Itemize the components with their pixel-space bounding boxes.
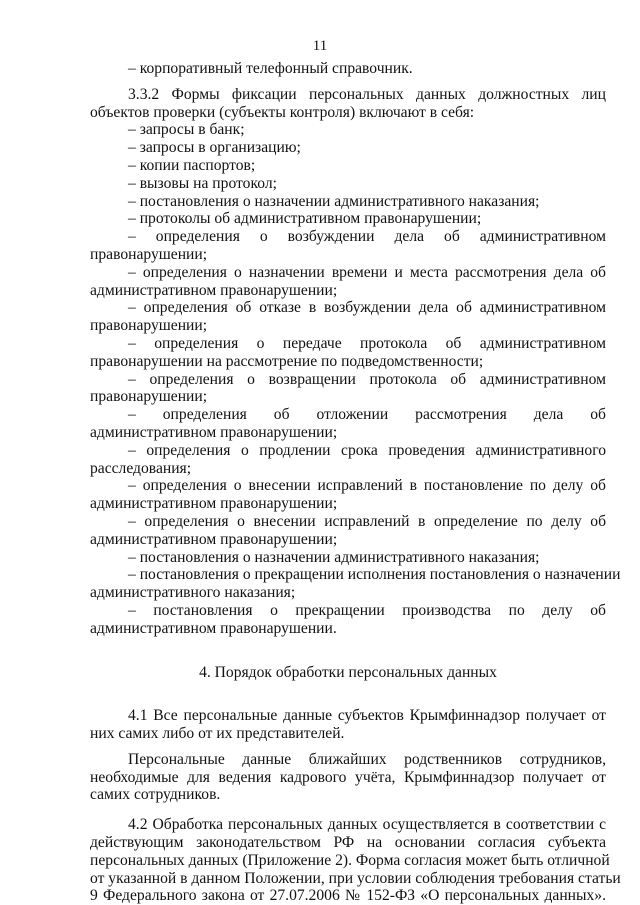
list-item-line: расследования;: [90, 459, 192, 477]
list-item: [90, 477, 606, 513]
list-item: – вызовы на протокол;: [128, 174, 277, 192]
list-item: [90, 371, 606, 407]
paragraph-line: 9 Федерального закона от 27.07.2006 № 152-ФЗ «О персональных данных».: [90, 887, 606, 905]
list-item: [90, 513, 606, 549]
list-item: [90, 228, 606, 264]
list-item: [90, 566, 621, 602]
list-item-line: административном правонарушении;: [90, 530, 338, 548]
section-heading: 4. Порядок обработки персональных данных: [199, 663, 497, 681]
list-item-line: правонарушении;: [90, 245, 208, 263]
list-item-line: административном правонарушении;: [90, 423, 338, 441]
list-item: – копии паспортов;: [128, 156, 256, 174]
list-item: – постановления о назначении административного наказания;: [128, 548, 540, 566]
list-item-line: административном правонарушении;: [90, 495, 338, 513]
document-body: [90, 60, 621, 905]
list-item-line: административного наказания;: [90, 584, 296, 602]
paragraph-first-line: Персональные данные ближайших родственников сотрудников,: [128, 750, 606, 768]
paragraph-line: 3.3.2 Формы фиксации персональных данных должностных лиц: [128, 85, 606, 103]
list-item-line: – определения о внесении исправлений в постановление по делу об: [128, 477, 606, 495]
list-item: [90, 602, 606, 638]
list-item: [90, 406, 606, 442]
list-item: [90, 299, 606, 335]
list-item: – протоколы об административном правонарушении;: [128, 210, 482, 228]
page-number: 11: [312, 38, 328, 54]
section-3-3-2: [90, 85, 621, 638]
list-item-line: – определения о внесении исправлений в определение по делу об: [128, 512, 606, 530]
list-item: – запросы в банк;: [128, 121, 245, 139]
paragraph-text: необходимые для ведения кадрового учёта, Крымфиннадзор получает от самих сотрудников.: [90, 768, 606, 804]
list-item-line: административном правонарушении.: [90, 619, 337, 637]
list-item-line: – определения об отказе в возбуждении дела об административном: [128, 299, 606, 317]
list-item-line: – определения о передаче протокола об административном: [128, 334, 606, 352]
list-item-line: – определения о возбуждении дела об административном: [128, 228, 606, 246]
list-item-line: – определения об отложении рассмотрения дела об: [128, 406, 606, 424]
list-item-line: – определения о назначении времени и места рассмотрения дела об: [128, 263, 606, 281]
paragraph-4-1: [90, 707, 606, 743]
list-item: – корпоративный телефонный справочник.: [128, 60, 413, 77]
list-item: [90, 335, 606, 371]
list-item: [90, 264, 606, 300]
list-item: – запросы в организацию;: [128, 139, 301, 157]
list-item-line: административном правонарушении;: [90, 281, 338, 299]
paragraph-line: действующим законодательством РФ на основании согласия субъекта: [90, 834, 606, 852]
list-item-line: – постановления о прекращении производства по делу об: [128, 601, 606, 619]
paragraph-line: персональных данных (Приложение 2). Форма согласия может быть отличной: [90, 851, 610, 869]
paragraph-first-line: 4.2 Обработка персональных данных осуществляется в соответствии с: [128, 816, 606, 834]
paragraph-text: них самих либо от их представителей.: [90, 725, 345, 743]
list-item-line: правонарушении;: [90, 388, 208, 406]
list-item: – постановления о назначении административного наказания;: [128, 192, 540, 210]
paragraph-4-1-relatives: [90, 751, 606, 804]
list-item-line: – определения о возвращении протокола об административном: [128, 370, 606, 388]
paragraph-line: объектов проверки (субъекты контроля) включают в себя:: [90, 103, 475, 121]
paragraph-first-line: 4.1 Все персональные данные субъектов Крымфиннадзор получает от: [128, 707, 606, 725]
list-item: [90, 442, 606, 478]
list-item-line: правонарушении на рассмотрение по подведомственности;: [90, 352, 484, 370]
list-item-line: – постановления о прекращении исполнения постановления о назначении: [128, 566, 621, 584]
paragraph-line: от указанной в данном Положении, при условии соблюдения требования статьи: [90, 869, 621, 887]
paragraph-4-2: [90, 816, 621, 905]
list-item-line: – определения о продлении срока проведения административного: [128, 441, 606, 459]
list-item-line: правонарушении;: [90, 317, 208, 335]
